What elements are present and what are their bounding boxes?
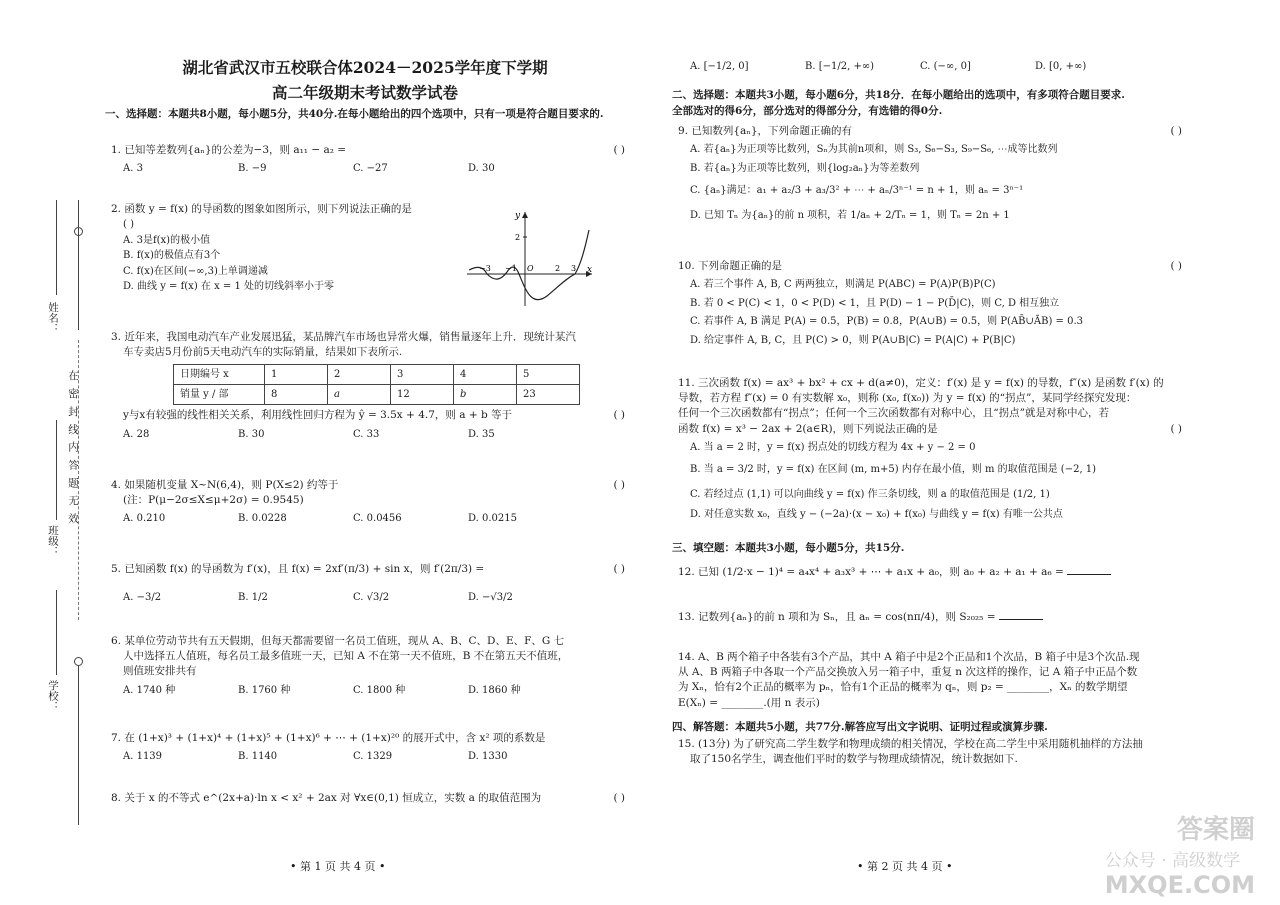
page-footer: • 第 1 页 共 4 页 • [290, 860, 386, 874]
options [105, 428, 625, 443]
option-a: A. 0.210 [123, 513, 166, 525]
answer-paren: ( ) [1170, 260, 1182, 272]
class-label: 班级： [47, 525, 59, 557]
option-a: A. [−1/2, 0] [690, 61, 749, 72]
watermark-logo-text: 答案圈 [1176, 815, 1255, 845]
question-stem: 15. (13分) 为了研究高二学生数学和物理成绩的相关情况，学校在高二学生中采用随机抽样的方法抽 [678, 738, 1143, 750]
option-a: A. 28 [123, 428, 150, 440]
question-stem: 人中选择五人值班，每名员工最多值班一天，已知 A 不在第一天不值班，B 不在第五天不值班， [123, 650, 569, 663]
option-b: B. [−1/2, +∞) [805, 61, 875, 72]
answer-paren: ( ) [1170, 125, 1182, 137]
option-a: A. 1740 种 [123, 684, 176, 696]
answer-paren: ( ) [613, 144, 625, 156]
option-d: D. 已知 Tₙ 为{aₙ}的前 n 项积，若 1/aₙ + 2/Tₙ = 1，则 Tₙ = 2n + 1 [690, 209, 1010, 221]
watermark-url: MXQE.COM [1104, 871, 1255, 899]
question-stem: 11. 三次函数 f(x) = ax³ + bx² + cx + d(a≠0)，定义：f′(x) 是 y = f(x) 的导数，f″(x) 是函数 f′(x) 的 [678, 377, 1164, 389]
option-c: C. 1800 种 [353, 684, 406, 696]
question-stem: 为 Xₙ，恰有2个正品的概率为 pₙ，恰有1个正品的概率为 qₙ，则 p₂ = ________，Xₙ 的数学期望 [678, 681, 1128, 694]
question-7 [105, 731, 625, 765]
table-cell: 日期编号 x [174, 365, 265, 385]
question-12 [672, 565, 1182, 580]
option-b: B. 当 a = 3/2 时，y = f(x) 在区间 (m, m+5) 内存在最小值，则 m 的取值范围是 (−2, 1) [690, 464, 1097, 476]
table-cell: 销量 y / 部 [174, 385, 265, 405]
question-6 [105, 634, 625, 698]
option-c: C. f(x)在区间(−∞,3)上单调递减 [123, 265, 268, 277]
binding-line [78, 665, 79, 825]
option-d: D. [0, +∞) [1035, 61, 1087, 72]
table-cell: 3 [391, 365, 454, 385]
options [105, 750, 625, 765]
table-cell: 1 [265, 365, 328, 385]
binding-hole [74, 227, 83, 236]
answer-paren: ( ) [1170, 422, 1182, 435]
option-d: D. 1330 [468, 751, 508, 763]
option-c: C. 若事件 A, B 满足 P(A) = 0.5，P(B) = 0.8，P(A∪B) = 0.5，则 P(AB̄∪ĀB) = 0.3 [690, 316, 1084, 328]
option-c: C. 若经过点 (1,1) 可以向曲线 y = f(x) 作三条切线，则 a 的取值范围是 (1/2, 1) [690, 488, 1050, 500]
option-d: D. 35 [468, 428, 495, 440]
option-a: A. 3是f(x)的极小值 [123, 234, 211, 246]
derivative-graph [467, 208, 597, 308]
question-1 [105, 143, 625, 177]
school-label: 学校： [47, 680, 59, 712]
options [105, 512, 625, 527]
option-c: C. −27 [353, 163, 388, 175]
section-fill-header: 三、填空题：本题共3小题，每小题5分，共15分. [672, 542, 905, 554]
option-d: D. 对任意实数 x₀，直线 y − (−2a)·(x − x₀) + f(x₀) 与曲线 y = f(x) 有唯一公共点 [690, 509, 1063, 521]
school-blank [56, 590, 57, 675]
question-stem: 1. 已知等差数列{aₙ}的公差为−3，则 a₁₁ − a₂ = [111, 144, 347, 156]
option-a: A. 当 a = 2 时，y = f(x) 拐点处的切线方程为 4x + y − 2 = 0 [690, 441, 976, 453]
option-a: A. 3 [123, 163, 143, 175]
section-answer-header: 四、解答题：本题共5小题，共77分.解答应写出文字说明、证明过程或演算步骤. [672, 721, 1048, 733]
answer-paren: ( ) [613, 409, 625, 422]
option-c: C. (−∞, 0] [920, 61, 971, 72]
option-d: D. 给定事件 A, B, C，且 P(C) > 0，则 P(A∪B|C) = P(A|C) + P(B|C) [690, 334, 1016, 346]
option-b: B. 若 0 < P(C) < 1，0 < P(D) < 1，且 P(D) − 1 − P(D̄|C)，则 C, D 相互独立 [690, 297, 1060, 309]
option-b: B. f(x)的极值点有3个 [123, 250, 221, 262]
option-b: B. 若{aₙ}为正项等比数列，则{log₂aₙ}为等差数列 [690, 162, 920, 174]
tick-label: 3 [571, 264, 577, 273]
question-2 [105, 202, 625, 295]
answer-paren: ( ) [613, 479, 625, 491]
question-stem: 4. 如果随机变量 X~N(6,4)，则 P(X≤2) 约等于 [111, 479, 339, 491]
question-note: (注：P(μ−2σ≤X≤μ+2σ) = 0.9545) [123, 494, 304, 507]
question-stem: y与x有较强的线性相关关系，利用线性回归方程为 ŷ = 3.5x + 4.7，则 a + b 等于 [123, 409, 513, 422]
binding-margin [0, 0, 100, 905]
exam-page-2 [672, 0, 1182, 905]
binding-warning: 在 密 封 线 内 答 题 无 效 [67, 370, 79, 526]
question-stem: 6. 某单位劳动节共有五天假期，但每天都需要留一名员工值班，现从 A、B、C、D、E、F、G 七 [111, 635, 565, 647]
option-c: C. 33 [353, 428, 380, 440]
question-8-options [672, 60, 1086, 75]
table-cell: 23 [517, 385, 580, 405]
options [105, 684, 625, 699]
tick-label: −1 [505, 264, 517, 273]
y-axis-arrow [522, 212, 528, 218]
question-stem: 9. 已知数列{aₙ}，下列命题正确的有 [678, 125, 853, 137]
option-b: B. 1140 [238, 751, 278, 763]
question-3 [105, 330, 625, 442]
question-stem: 8. 关于 x 的不等式 e^(2x+a)·ln x < x² + 2ax 对 ∀x∈(0,1) 恒成立，实数 a 的取值范围为 [111, 792, 542, 804]
option-c: C. 0.0456 [353, 513, 402, 525]
option-b: B. 1760 种 [238, 684, 291, 696]
option-b: B. 30 [238, 428, 265, 440]
section-choice-header: 一、选择题：本题共8小题，每小题5分，共40分.在每小题给出的四个选项中，只有一项是符合题目要求的. [105, 108, 604, 120]
option-b: B. 0.0228 [238, 513, 287, 525]
section-multi-header: 二、选择题：本题共3小题，每小题6分，共18分．在每小题给出的选项中，有多项符合题目要求. [672, 89, 1125, 101]
answer-blank[interactable] [1067, 574, 1111, 575]
question-stem: 2. 函数 y = f(x) 的导函数的图象如图所示，则下列说法正确的是 [111, 203, 412, 215]
exam-page-1 [105, 0, 625, 905]
question-9 [672, 124, 1182, 223]
question-stem: 取了150名学生，调查他们平时的数学与物理成绩情况，统计数据如下. [690, 753, 1018, 766]
table-row [174, 385, 580, 405]
question-text: 12. 已知 (1/2·x − 1)⁴ = a₄x⁴ + a₃x³ + ⋯ + a₁x + a₀，则 a₀ + a₂ + a₁ + a₆ = [678, 566, 1064, 578]
option-d: D. 曲线 y = f(x) 在 x = 1 处的切线斜率小于零 [123, 281, 335, 293]
answer-blank[interactable] [999, 619, 1043, 620]
question-stem: 从 A、B 两箱子中各取一个产品交换放入另一箱子中，重复 n 次这样的操作，记 A 箱子中正品个数 [678, 666, 1138, 679]
option-c: C. {aₙ}满足：a₁ + a₂/3 + a₃/3² + ⋯ + aₙ/3ⁿ⁻¹ = n + 1，则 aₙ = 3ⁿ⁻¹ [690, 185, 1024, 197]
tick-label: O [527, 264, 534, 273]
x-axis-label: x [587, 265, 593, 275]
option-d: D. 30 [468, 163, 495, 175]
table-cell: 4 [454, 365, 517, 385]
answer-paren: ( ) [613, 792, 625, 804]
question-stem [672, 565, 1182, 580]
binding-line [78, 200, 79, 330]
question-stem: 函数 f(x) = x³ − 2ax + 2(a∈R)，则下列说法正确的是 [678, 422, 938, 435]
table-cell: b [454, 385, 517, 405]
question-10 [672, 259, 1182, 348]
question-stem: 车专卖店5月份前5天电动汽车的实际销量，结果如下表所示. [123, 346, 403, 359]
seal-line [78, 340, 79, 620]
question-stem: 3. 近年来，我国电动汽车产业发展迅猛，某品牌汽车市场也异常火爆，销售量逐年上升．现统计某汽 [111, 331, 576, 343]
tick-label: 2 [515, 233, 521, 242]
question-stem: 则值班安排共有 [123, 665, 197, 678]
answer-paren: ( ) [613, 563, 625, 575]
question-4 [105, 478, 625, 527]
option-d: D. 1860 种 [468, 684, 521, 696]
question-5 [105, 562, 625, 606]
exam-subtitle: 高二年级期末考试数学试卷 [271, 82, 458, 102]
table-cell: 5 [517, 365, 580, 385]
option-b: B. −9 [238, 163, 267, 175]
watermark [1105, 809, 1255, 899]
table-cell: 12 [391, 385, 454, 405]
question-stem [672, 610, 1182, 625]
question-14 [672, 650, 1182, 711]
option-a: A. 1139 [123, 751, 163, 763]
option-a: A. 若三个事件 A, B, C 两两独立，则满足 P(ABC) = P(A)P(B)P(C) [690, 279, 996, 291]
answer-paren: ( ) [123, 219, 134, 231]
option-d: D. 0.0215 [468, 513, 518, 525]
option-a: A. 若{aₙ}为正项等比数列，Sₙ为其前n项和，则 S₃, S₆−S₃, S₉−S₆, ⋯成等比数列 [690, 144, 1058, 156]
question-8 [105, 791, 625, 806]
question-stem: 7. 在 (1+x)³ + (1+x)⁴ + (1+x)⁵ + (1+x)⁶ + ⋯ + (1+x)²⁰ 的展开式中，含 x² 项的系数是 [111, 732, 546, 744]
question-stem: E(Xₙ) = ________.(用 n 表示) [678, 696, 820, 709]
watermark-account: 公众号 · 高级数学 [1104, 851, 1241, 871]
options [105, 591, 625, 606]
name-blank [56, 200, 57, 295]
tick-label: 2 [555, 264, 561, 273]
option-a: A. −3/2 [123, 592, 162, 604]
name-label: 姓名： [47, 302, 59, 334]
option-b: B. 1/2 [238, 592, 268, 604]
question-13 [672, 610, 1182, 625]
section-multi-rule: 全部选对的得6分，部分选对的得部分分，有选错的得0分. [672, 105, 943, 117]
question-stem: 10. 下列命题正确的是 [678, 260, 783, 272]
question-text: 13. 记数列{aₙ}的前 n 项和为 Sₙ，且 aₙ = cos(nπ/4)，则 S₂₀₂₅ = [678, 611, 996, 623]
options [105, 162, 625, 177]
option-c: C. 1329 [353, 751, 393, 763]
question-stem: 导数，若方程 f″(x) = 0 有实数解 x₀，则称 (x₀, f(x₀)) 为 y = f(x) 的“拐点”，某同学经探究发现： [678, 392, 1137, 405]
table-cell: 8 [265, 385, 328, 405]
question-stem: 5. 已知函数 f(x) 的导函数为 f′(x)，且 f(x) = 2xf′(π/3) + sin x，则 f′(2π/3) = [111, 563, 485, 575]
option-d: D. −√3/2 [468, 592, 513, 604]
question-11 [672, 376, 1182, 523]
class-blank [56, 420, 57, 520]
question-15 [672, 737, 1182, 767]
question-stem: 任何一个三次函数都有“拐点”；任何一个三次函数都有对称中心，且“拐点”就是对称中心，若 [678, 407, 1109, 420]
table-cell: 2 [328, 365, 391, 385]
y-axis-label: y [515, 211, 521, 221]
page-footer: • 第 2 页 共 4 页 • [857, 860, 953, 874]
option-c: C. √3/2 [353, 592, 390, 604]
question-stem: 14. A、B 两个箱子中各装有3个产品，其中 A 箱子中是2个正品和1个次品，B 箱子中是3个次品.现 [678, 651, 1140, 663]
sales-table [173, 364, 580, 405]
exam-title: 湖北省武汉市五校联合体2024－2025学年度下学期 [182, 58, 548, 77]
tick-label: −3 [479, 264, 491, 273]
table-row [174, 365, 580, 385]
table-cell: a [328, 385, 391, 405]
